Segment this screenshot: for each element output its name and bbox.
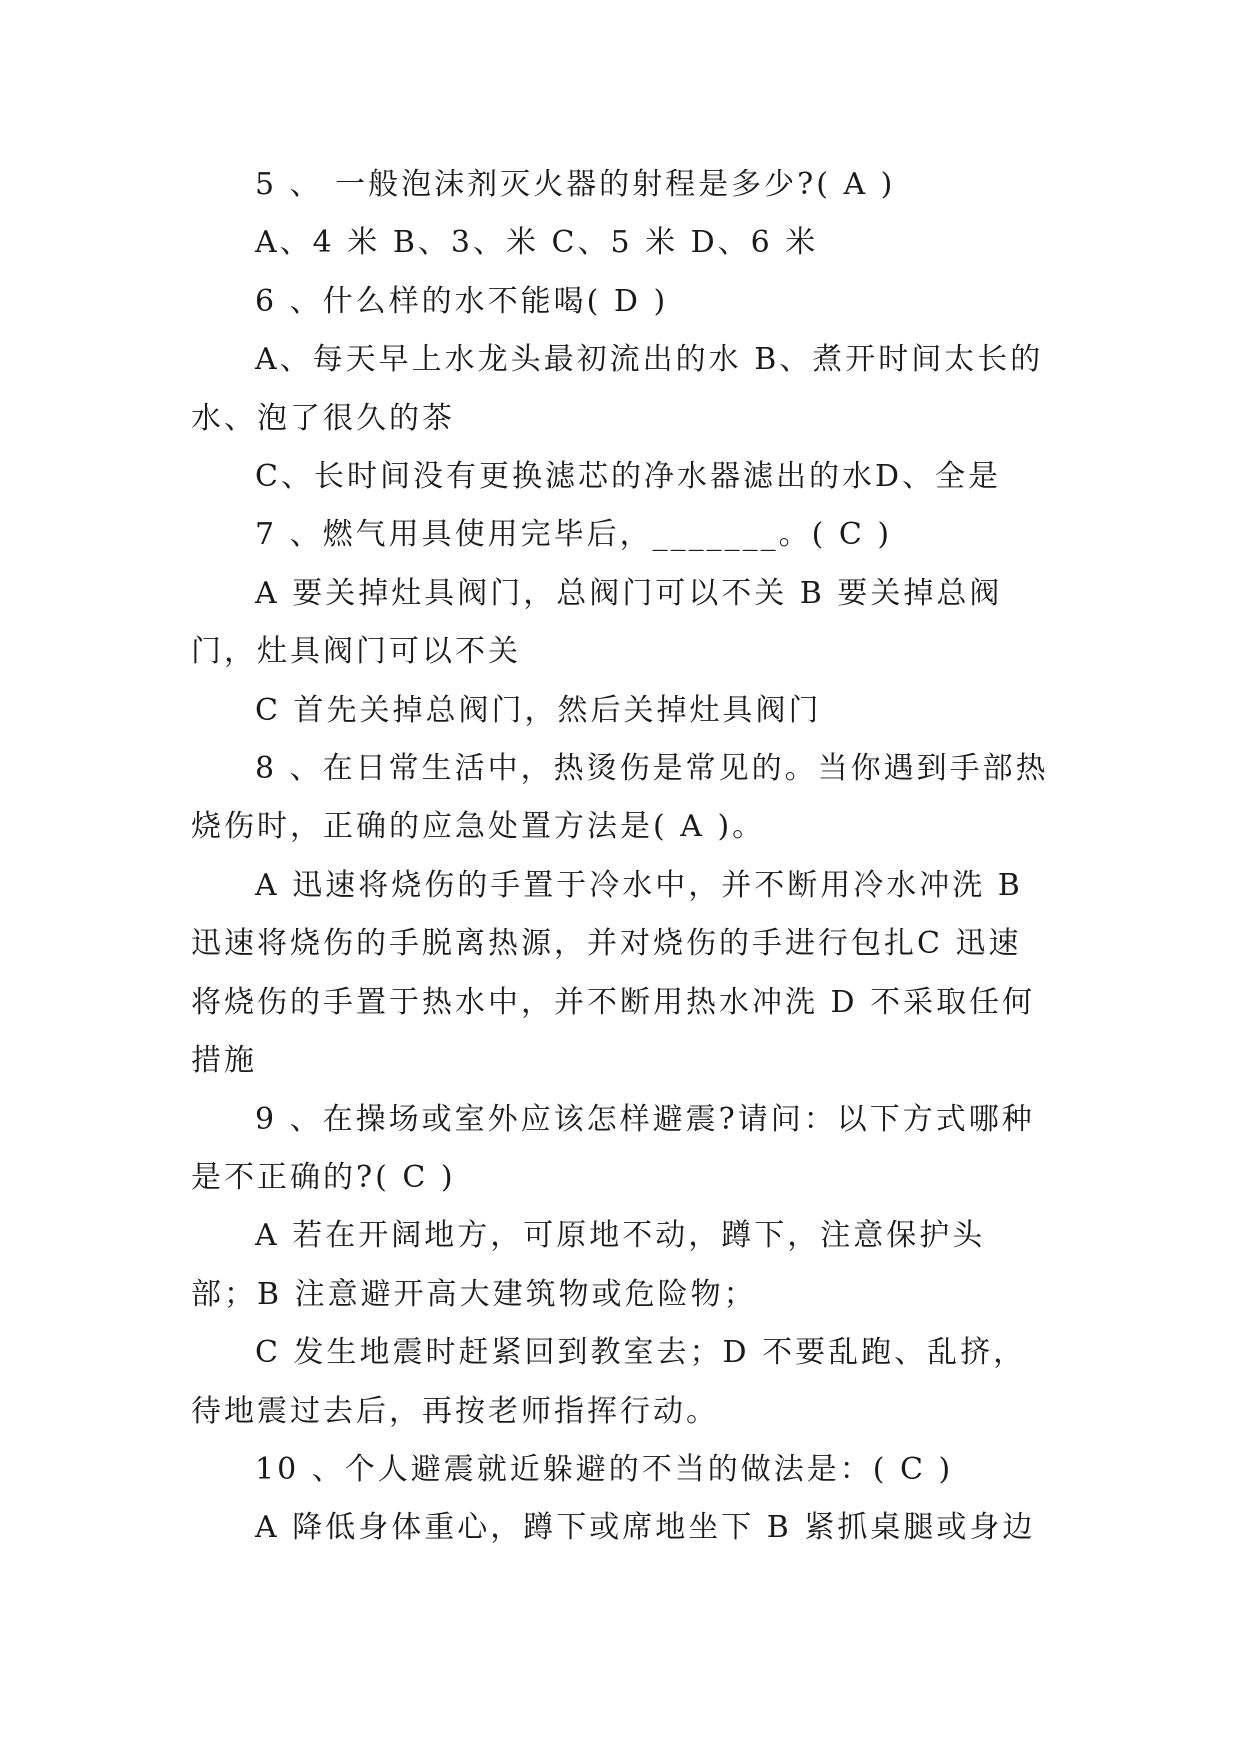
question-6-options-cd: C、长时间没有更换滤芯的净水器滤出的水D、全是 [255,459,1002,495]
question-5: 5 、 一般泡沫剂灭火器的射程是多少?( A ) [255,167,896,202]
question-7: 7 、燃气用具使用完毕后，_______。( C ) [255,517,893,553]
question-5-options: A、4 米 B、3、米 C、5 米 D、6 米 [255,225,819,261]
question-9: 9 、在操场或室外应该怎样避震?请问：以下方式哪种是不正确的?( C ) [191,1101,1035,1195]
question-6: 6 、什么样的水不能喝( D ) [255,283,669,319]
document-body [191,156,1051,1558]
question-9-options-ab: A 若在开阔地方，可原地不动，蹲下，注意保护头部；B 注意避开高大建筑物或危险物； [191,1218,986,1312]
question-10-options: A 降低身体重心，蹲下或席地坐下 B 紧抓桌腿或身边 [255,1510,1036,1546]
question-7-option-c: C 首先关掉总阀门，然后关掉灶具阀门 [255,692,822,728]
question-7-options-ab: A 要关掉灶具阀门，总阀门可以不关 B 要关掉总阀门，灶具阀门可以不关 [191,575,1003,670]
question-8: 8 、在日常生活中，热烫伤是常见的。当你遇到手部热烧伤时，正确的应急处置方法是( A )。 [191,751,1049,845]
question-9-options-cd: C 发生地震时赶紧回到教室去；D 不要乱跑、乱挤，待地震过去后，再按老师指挥行动。 [191,1335,1027,1429]
question-8-options: A 迅速将烧伤的手置于冷水中，并不断用冷水冲洗 B 迅速将烧伤的手脱离热源，并对烧伤的手进行包扎C 迅速将烧伤的手置于热水中，并不断用热水冲洗 D 不采取任何措施 [191,867,1036,1079]
question-6-options-ab: A、每天早上水龙头最初流出的水 B、煮开时间太长的水、泡了很久的茶 [191,342,1044,436]
question-10: 10 、个人避震就近躲避的不当的做法是：( C ) [255,1451,954,1487]
